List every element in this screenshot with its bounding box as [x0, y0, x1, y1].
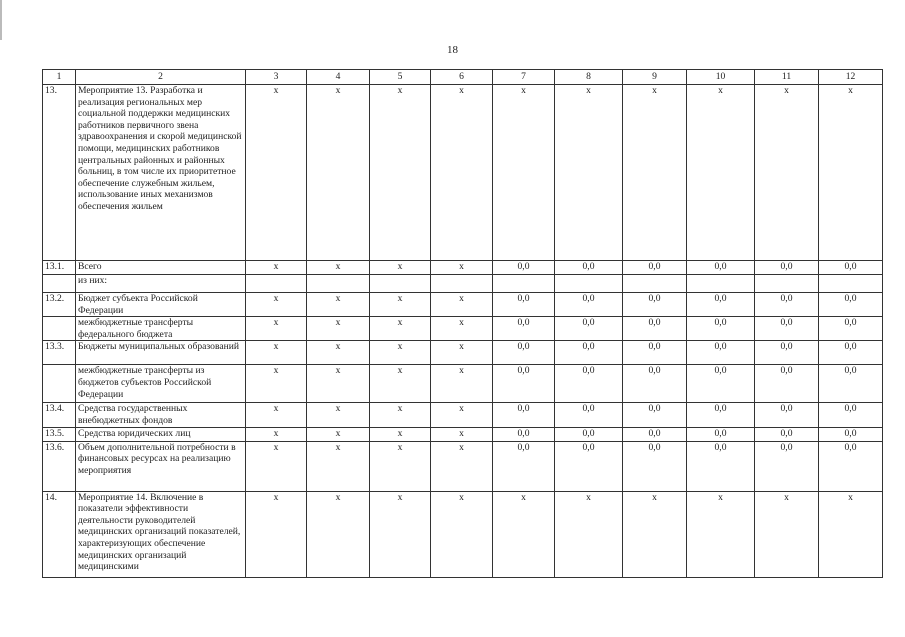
value-cell-col-7: [493, 275, 555, 293]
value-cell-col-11: 0,0: [755, 293, 819, 317]
value-cell-col-5: x: [370, 293, 431, 317]
value-cell-col-5: x: [370, 427, 431, 441]
row-description: из них:: [76, 275, 246, 293]
value-cell-col-4: [307, 275, 370, 293]
scan-edge-mark: [0, 0, 2, 40]
value-cell-col-4: x: [307, 261, 370, 275]
table-row: [43, 491, 883, 577]
value-cell-col-8: 0,0: [555, 317, 623, 341]
value-cell-col-11: 0,0: [755, 441, 819, 491]
value-cell-col-7: 0,0: [493, 427, 555, 441]
value-cell-col-9: 0,0: [623, 441, 687, 491]
value-cell-col-3: [246, 275, 307, 293]
table-row: [43, 341, 883, 365]
value-cell-col-7: 0,0: [493, 365, 555, 403]
table-row: [43, 317, 883, 341]
value-cell-col-6: x: [431, 317, 493, 341]
table-row: [43, 441, 883, 491]
row-number: 13.3.: [43, 341, 76, 365]
column-header-5: 5: [370, 70, 431, 85]
row-number: 13.6.: [43, 441, 76, 491]
value-cell-col-5: x: [370, 491, 431, 577]
value-cell-col-3: x: [246, 317, 307, 341]
value-cell-col-11: 0,0: [755, 341, 819, 365]
value-cell-col-3: x: [246, 365, 307, 403]
value-cell-col-9: 0,0: [623, 427, 687, 441]
value-cell-col-9: x: [623, 85, 687, 261]
value-cell-col-8: 0,0: [555, 441, 623, 491]
row-number: 14.: [43, 491, 76, 577]
value-cell-col-3: x: [246, 85, 307, 261]
value-cell-col-3: x: [246, 261, 307, 275]
value-cell-col-11: [755, 275, 819, 293]
value-cell-col-8: 0,0: [555, 427, 623, 441]
value-cell-col-3: x: [246, 293, 307, 317]
value-cell-col-10: 0,0: [687, 441, 755, 491]
value-cell-col-8: 0,0: [555, 261, 623, 275]
row-description: межбюджетные трансферты из бюджетов субъектов Российской Федерации: [76, 365, 246, 403]
value-cell-col-4: x: [307, 427, 370, 441]
value-cell-col-10: 0,0: [687, 427, 755, 441]
value-cell-col-6: [431, 275, 493, 293]
funding-table: [42, 69, 883, 578]
value-cell-col-9: 0,0: [623, 293, 687, 317]
value-cell-col-8: x: [555, 491, 623, 577]
row-number: 13.2.: [43, 293, 76, 317]
value-cell-col-12: x: [819, 491, 883, 577]
value-cell-col-5: [370, 275, 431, 293]
row-description: Средства юридических лиц: [76, 427, 246, 441]
value-cell-col-6: x: [431, 85, 493, 261]
value-cell-col-9: 0,0: [623, 403, 687, 427]
header-row: [43, 70, 883, 85]
value-cell-col-10: x: [687, 85, 755, 261]
row-number: 13.1.: [43, 261, 76, 275]
value-cell-col-6: x: [431, 403, 493, 427]
value-cell-col-10: 0,0: [687, 293, 755, 317]
value-cell-col-5: x: [370, 261, 431, 275]
column-header-8: 8: [555, 70, 623, 85]
column-header-3: 3: [246, 70, 307, 85]
value-cell-col-6: x: [431, 261, 493, 275]
value-cell-col-9: 0,0: [623, 317, 687, 341]
table-row: [43, 85, 883, 261]
value-cell-col-12: 0,0: [819, 365, 883, 403]
value-cell-col-10: 0,0: [687, 317, 755, 341]
value-cell-col-4: x: [307, 441, 370, 491]
row-description: Бюджеты муниципальных образований: [76, 341, 246, 365]
value-cell-col-7: 0,0: [493, 341, 555, 365]
value-cell-col-12: 0,0: [819, 403, 883, 427]
column-header-4: 4: [307, 70, 370, 85]
value-cell-col-7: 0,0: [493, 317, 555, 341]
value-cell-col-11: 0,0: [755, 403, 819, 427]
value-cell-col-10: x: [687, 491, 755, 577]
value-cell-col-12: 0,0: [819, 341, 883, 365]
table-row: [43, 293, 883, 317]
row-number: [43, 365, 76, 403]
row-number: [43, 275, 76, 293]
column-header-7: 7: [493, 70, 555, 85]
table-row: [43, 365, 883, 403]
column-header-12: 12: [819, 70, 883, 85]
value-cell-col-7: 0,0: [493, 261, 555, 275]
table-row: [43, 403, 883, 427]
page-number: 18: [447, 44, 458, 56]
value-cell-col-9: 0,0: [623, 261, 687, 275]
value-cell-col-10: [687, 275, 755, 293]
value-cell-col-4: x: [307, 491, 370, 577]
row-description: межбюджетные трансферты федерального бюджета: [76, 317, 246, 341]
value-cell-col-4: x: [307, 341, 370, 365]
value-cell-col-12: 0,0: [819, 441, 883, 491]
row-description: Мероприятие 13. Разработка и реализация региональных мер социальной поддержки медицинских работников первичного звена здравоохранения и скорой медицинской помощи, медицинских работников центральных районных и районных больниц, в том числе их приоритетное обеспечение служебным жильем, использование иных механизмов обеспечения жильем: [76, 85, 246, 261]
value-cell-col-12: [819, 275, 883, 293]
row-number: 13.5.: [43, 427, 76, 441]
value-cell-col-5: x: [370, 441, 431, 491]
value-cell-col-7: x: [493, 491, 555, 577]
value-cell-col-6: x: [431, 441, 493, 491]
row-description: Всего: [76, 261, 246, 275]
value-cell-col-6: x: [431, 341, 493, 365]
value-cell-col-4: x: [307, 293, 370, 317]
value-cell-col-8: 0,0: [555, 403, 623, 427]
value-cell-col-5: x: [370, 317, 431, 341]
value-cell-col-4: x: [307, 403, 370, 427]
value-cell-col-5: x: [370, 341, 431, 365]
value-cell-col-12: 0,0: [819, 427, 883, 441]
value-cell-col-7: 0,0: [493, 403, 555, 427]
value-cell-col-3: x: [246, 403, 307, 427]
row-description: Мероприятие 14. Включение в показатели эффективности деятельности руководителей медицинских организаций показателей, характеризующих обеспечение медицинских организаций медицинскими: [76, 491, 246, 577]
value-cell-col-11: 0,0: [755, 365, 819, 403]
value-cell-col-12: 0,0: [819, 261, 883, 275]
value-cell-col-3: x: [246, 441, 307, 491]
value-cell-col-6: x: [431, 427, 493, 441]
value-cell-col-4: x: [307, 365, 370, 403]
value-cell-col-11: 0,0: [755, 261, 819, 275]
value-cell-col-10: 0,0: [687, 403, 755, 427]
value-cell-col-10: 0,0: [687, 341, 755, 365]
value-cell-col-12: 0,0: [819, 293, 883, 317]
value-cell-col-11: x: [755, 491, 819, 577]
value-cell-col-6: x: [431, 365, 493, 403]
value-cell-col-12: x: [819, 85, 883, 261]
column-header-10: 10: [687, 70, 755, 85]
row-description: Объем дополнительной потребности в финансовых ресурсах на реализацию мероприятия: [76, 441, 246, 491]
table-row: [43, 275, 883, 293]
value-cell-col-11: 0,0: [755, 317, 819, 341]
value-cell-col-7: 0,0: [493, 441, 555, 491]
row-number: [43, 317, 76, 341]
table-row: [43, 261, 883, 275]
row-number: 13.4.: [43, 403, 76, 427]
value-cell-col-5: x: [370, 365, 431, 403]
value-cell-col-10: 0,0: [687, 365, 755, 403]
column-header-11: 11: [755, 70, 819, 85]
column-header-9: 9: [623, 70, 687, 85]
value-cell-col-5: x: [370, 85, 431, 261]
value-cell-col-9: 0,0: [623, 341, 687, 365]
value-cell-col-7: x: [493, 85, 555, 261]
value-cell-col-7: 0,0: [493, 293, 555, 317]
column-header-1: 1: [43, 70, 76, 85]
row-description: Бюджет субъекта Российской Федерации: [76, 293, 246, 317]
value-cell-col-4: x: [307, 85, 370, 261]
value-cell-col-11: 0,0: [755, 427, 819, 441]
value-cell-col-8: 0,0: [555, 341, 623, 365]
value-cell-col-3: x: [246, 341, 307, 365]
value-cell-col-8: 0,0: [555, 293, 623, 317]
value-cell-col-9: 0,0: [623, 365, 687, 403]
value-cell-col-9: x: [623, 491, 687, 577]
column-header-2: 2: [76, 70, 246, 85]
value-cell-col-10: 0,0: [687, 261, 755, 275]
value-cell-col-3: x: [246, 491, 307, 577]
column-header-6: 6: [431, 70, 493, 85]
value-cell-col-4: x: [307, 317, 370, 341]
value-cell-col-9: [623, 275, 687, 293]
value-cell-col-6: x: [431, 491, 493, 577]
value-cell-col-6: x: [431, 293, 493, 317]
row-description: Средства государственных внебюджетных фондов: [76, 403, 246, 427]
row-number: 13.: [43, 85, 76, 261]
value-cell-col-3: x: [246, 427, 307, 441]
table-body: [43, 85, 883, 578]
value-cell-col-11: x: [755, 85, 819, 261]
value-cell-col-8: [555, 275, 623, 293]
value-cell-col-8: x: [555, 85, 623, 261]
value-cell-col-8: 0,0: [555, 365, 623, 403]
value-cell-col-5: x: [370, 403, 431, 427]
value-cell-col-12: 0,0: [819, 317, 883, 341]
table-row: [43, 427, 883, 441]
